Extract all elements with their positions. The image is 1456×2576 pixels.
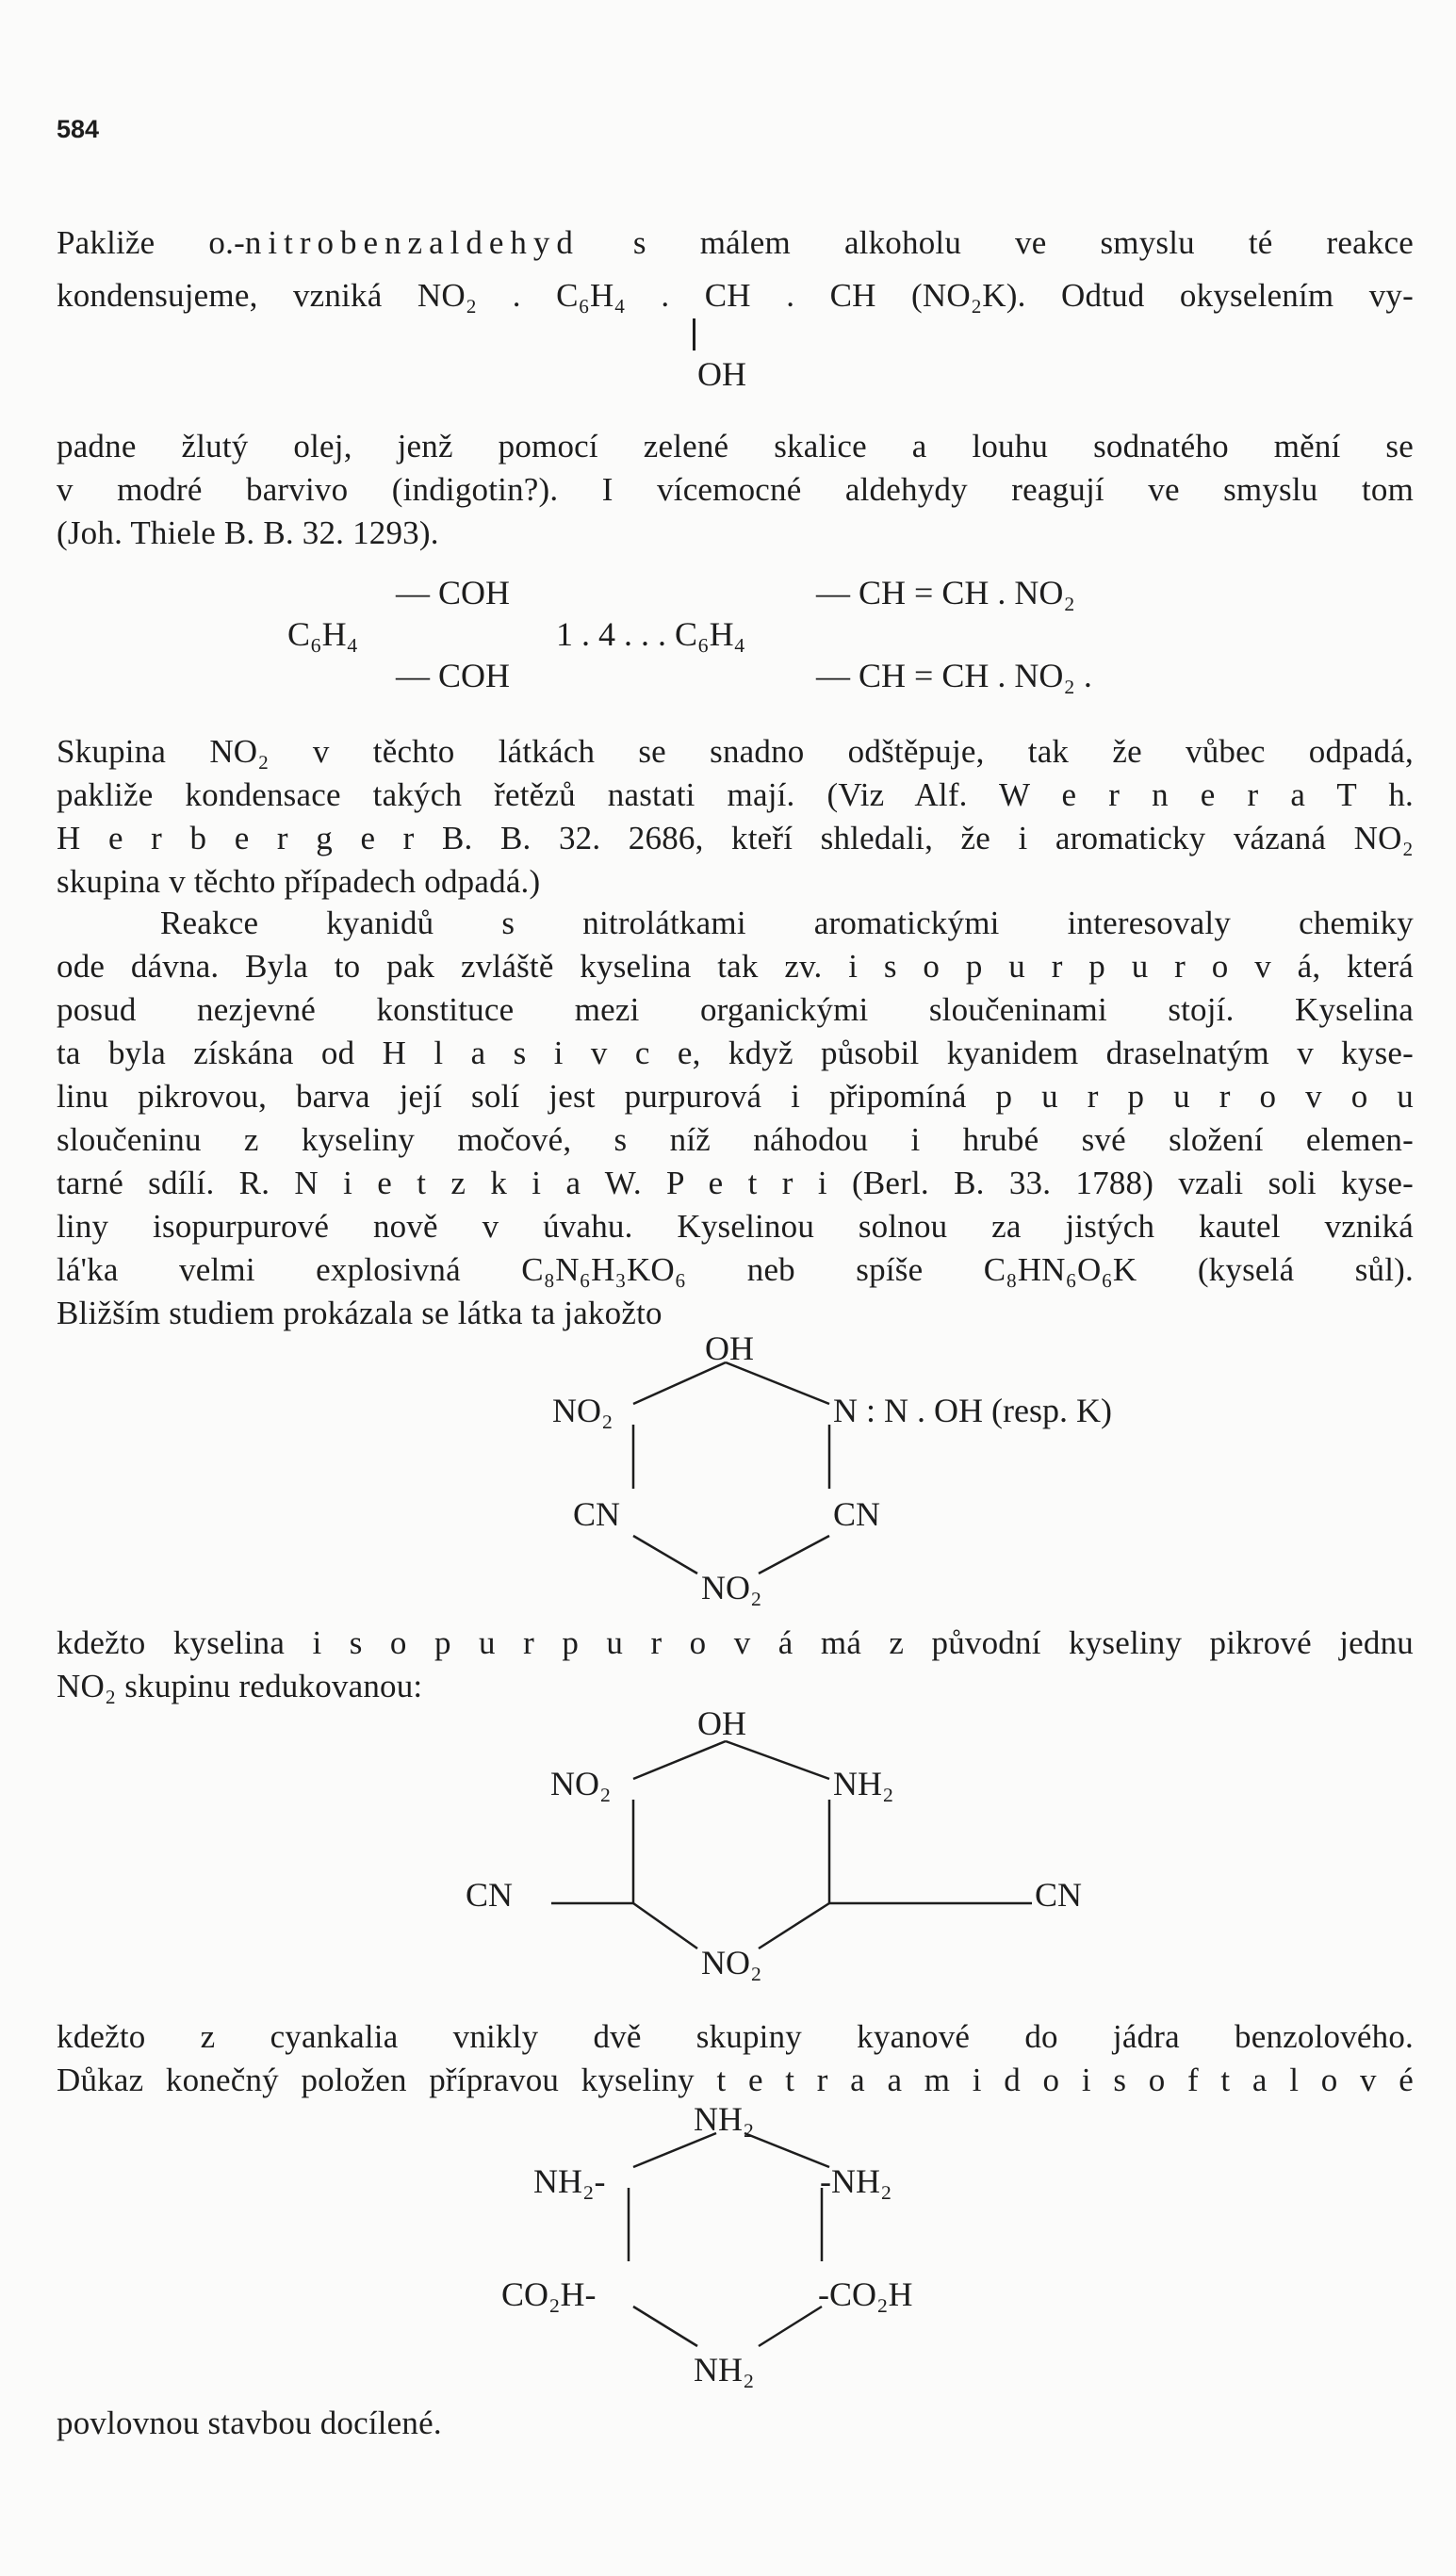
- para1-line5: (Joh. Thiele B. B. 32. 1293).: [57, 514, 439, 551]
- page-number: 584: [57, 115, 100, 143]
- para5-line2: Důkaz konečný položen přípravou kyseliny t e t r a a m i d o i s o f t a l o v é: [57, 2062, 1414, 2098]
- para3-line6: sloučeninu z kyseliny močové, s níž náhodou i hrubé své složení elemen-: [57, 1121, 1414, 1158]
- struct2-bottom: NO₂: [701, 1944, 762, 1981]
- struct2-right: CN: [1035, 1876, 1083, 1914]
- struct3-lower-right: -CO₂H: [818, 2275, 913, 2313]
- para1-line2: kondensujeme, vzniká NO₂ . C₆H₄ . CH . CH (NO₂K). Odtud okyselením vy-: [57, 277, 1414, 314]
- struct1-upper-right: N : N . OH (resp. K): [833, 1392, 1112, 1429]
- spaced-term: nitrobenzaldehyd: [244, 224, 580, 261]
- para2-line3: H e r b e r g e r B. B. 32. 2686, kteří shledali, že i aromaticky vázaná NO₂: [57, 820, 1414, 856]
- struct1-upper-left: NO₂: [552, 1392, 613, 1429]
- para2-line2: pakliže kondensace takých řetězů nastati mají. (Viz Alf. W e r n e r a T h.: [57, 776, 1414, 813]
- text: s málem alkoholu ve smyslu té reakce: [579, 224, 1414, 261]
- formula1-right-bot: — CH = CH . NO₂ .: [816, 657, 1092, 694]
- struct3-top: NH₂: [694, 2100, 755, 2138]
- struct1-lower-left: CN: [573, 1495, 621, 1533]
- formula1-left-bot: — COH: [396, 657, 511, 694]
- struct2-upper-left: NO₂: [550, 1765, 612, 1802]
- struct3-lower-left: CO₂H-: [501, 2275, 597, 2313]
- formula1-left-top: — COH: [396, 574, 511, 611]
- struct1-bottom: NO₂: [701, 1569, 762, 1606]
- para3-line7: tarné sdílí. R. N i e t z k i a W. P e t r i (Berl. B. 33. 1788) vzali soli kyse-: [57, 1165, 1414, 1201]
- benzene-ring-1: [633, 1362, 829, 1573]
- para6-line1: povlovnou stavbou docílené.: [57, 2405, 442, 2441]
- formula1-left-mid: C₆H₄: [287, 615, 359, 653]
- struct1-lower-right: CN: [833, 1495, 881, 1533]
- oh-label: OH: [697, 355, 746, 393]
- benzene-ring-2: [551, 1741, 1032, 1948]
- struct2-upper-right: NH₂: [833, 1765, 894, 1802]
- para3-line8: liny isopurpurové nově v úvahu. Kyselinou solnou za jistých kautel vzniká: [57, 1208, 1414, 1245]
- benzene-ring-3: [629, 2133, 829, 2346]
- struct3-upper-right: -NH₂: [820, 2162, 892, 2200]
- para1-line3: padne žlutý olej, jenž pomocí zelené skalice a louhu sodnatého mění se: [57, 428, 1414, 465]
- struct3-bottom: NH₂: [694, 2351, 755, 2389]
- para4-line1: kdežto kyselina i s o p u r p u r o v á má z původní kyseliny pikrové jednu: [57, 1624, 1414, 1661]
- para5-line1: kdežto z cyankalia vnikly dvě skupiny kyanové do jádra benzolového.: [57, 2018, 1414, 2055]
- struct2-top: OH: [697, 1704, 746, 1742]
- para3-line1: Reakce kyanidů s nitrolátkami aromatickými interesovaly chemiky: [160, 905, 1414, 941]
- para2-line4: skupina v těchto případech odpadá.): [57, 863, 541, 900]
- text: Pakliže o.-: [57, 224, 245, 261]
- para3-line4: ta byla získána od H l a s i v c e, když působil kyanidem draselnatým v kyse-: [57, 1035, 1414, 1071]
- para2-line1: Skupina NO₂ v těchto látkách se snadno odštěpuje, tak že vůbec odpadá,: [57, 733, 1414, 770]
- para3-line3: posud nezjevné konstituce mezi organickými sloučeninami stojí. Kyselina: [57, 991, 1414, 1028]
- struct1-top: OH: [705, 1329, 754, 1367]
- para1-line4: v modré barvivo (indigotin?). I vícemocné aldehydy reagují ve smyslu tom: [57, 471, 1414, 508]
- para3-line9: lá'ka velmi explosivná C₈N₆H₃KO₆ neb spíše C₈HN₆O₆K (kyselá sůl).: [57, 1251, 1414, 1288]
- struct3-upper-left: NH₂-: [533, 2162, 606, 2200]
- formula1-middle: 1 . 4 . . . C₆H₄: [556, 615, 746, 653]
- para3-line5: linu pikrovou, barva její solí jest purpurová i připomíná p u r p u r o v o u: [57, 1078, 1414, 1115]
- struct2-left: CN: [466, 1876, 514, 1914]
- para4-line2: NO₂ skupinu redukovanou:: [57, 1668, 423, 1704]
- para3-line10: Bližším studiem prokázala se látka ta jakožto: [57, 1295, 663, 1331]
- para3-line2: ode dávna. Byla to pak zvláště kyselina tak zv. i s o p u r p u r o v á, která: [57, 948, 1414, 985]
- formula1-right-top: — CH = CH . NO₂: [816, 574, 1075, 611]
